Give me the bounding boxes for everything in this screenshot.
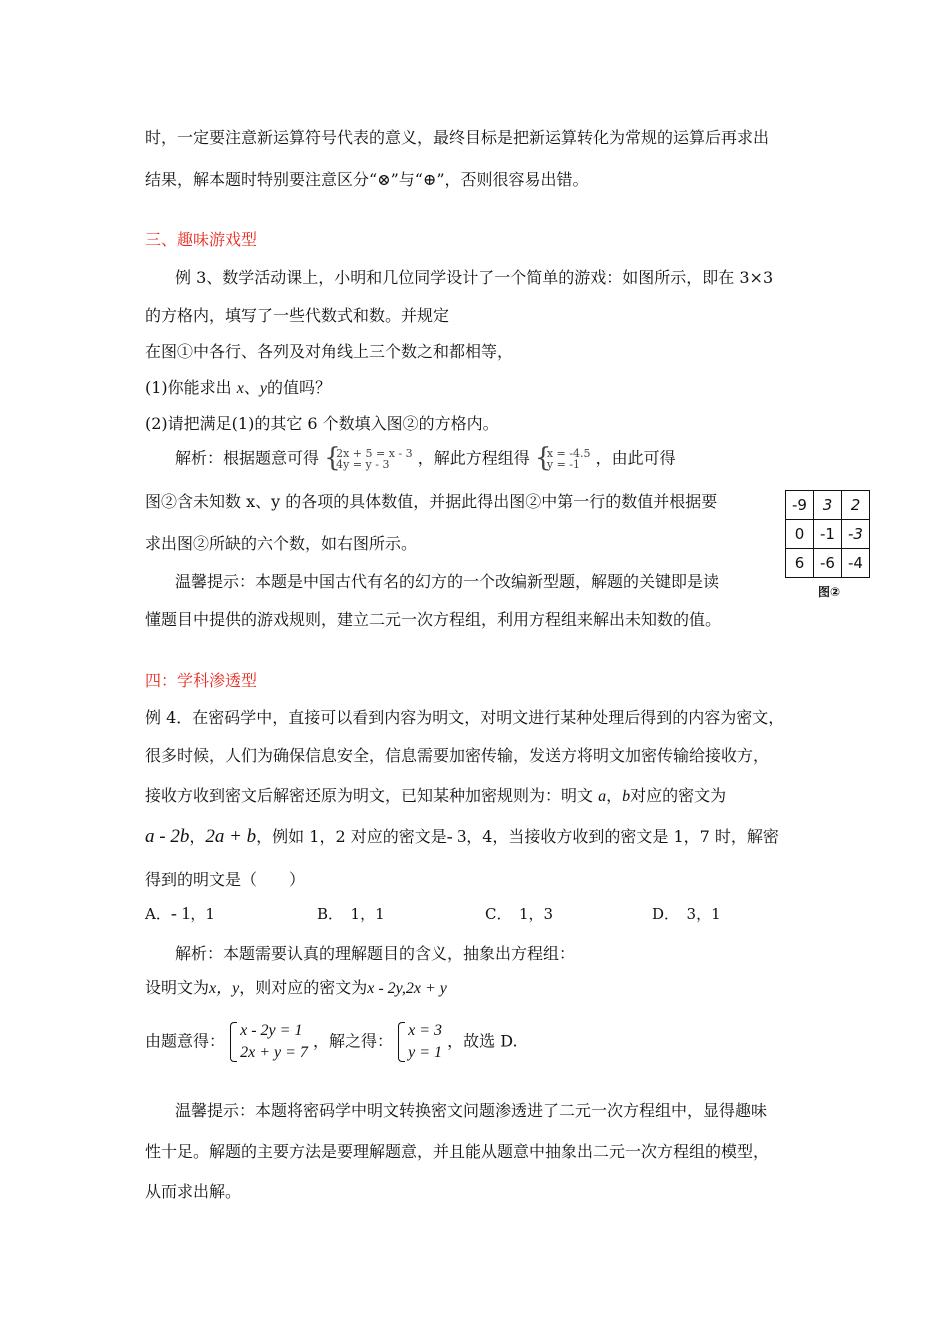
- choice-c: C． 1，3: [485, 905, 554, 923]
- var-x: x: [236, 380, 244, 397]
- text-segment: ，由此可得: [595, 448, 676, 468]
- text-segment: 由题意得：: [145, 1031, 226, 1051]
- analysis-line: 解析：本题需要认真的理解题目的含义，抽象出方程组：: [175, 944, 576, 963]
- equation: y = 1: [408, 1044, 443, 1061]
- text-segment: 解析：根据题意可得: [175, 448, 320, 468]
- text-segment: 的值吗？: [267, 378, 332, 397]
- choice-a: [145, 903, 215, 924]
- analysis-line: [175, 443, 676, 473]
- magic-square: [785, 490, 870, 578]
- magic-cell: 0: [786, 520, 814, 549]
- tip-line: 从而求出解。: [145, 1182, 242, 1201]
- text-segment: ，: [606, 786, 623, 805]
- text-segment: ”与“: [390, 170, 423, 189]
- var-a: a: [598, 788, 607, 805]
- equation: 4y = y - 3: [336, 458, 390, 471]
- magic-row: [786, 520, 870, 549]
- magic-cell: -3: [842, 520, 870, 549]
- example-line: [145, 786, 726, 807]
- math-expression: x，y: [209, 980, 240, 997]
- equation-system-3: [230, 1020, 308, 1064]
- text-segment: ，则对应的密文为: [239, 978, 368, 997]
- var-y: y: [259, 380, 267, 397]
- magic-cell: -6: [814, 549, 842, 578]
- equation: x = 3: [408, 1022, 443, 1039]
- oplus-symbol: ⊕: [422, 172, 437, 189]
- equation: y = -1: [546, 458, 580, 471]
- magic-row: [786, 491, 870, 520]
- analysis-line: [145, 978, 447, 999]
- text-segment: 接收方收到密文后解密还原为明文，已知某种加密规则为：明文: [145, 786, 594, 805]
- analysis-line: [145, 1020, 518, 1064]
- text-segment: ，解此方程组得: [417, 448, 530, 468]
- magic-cell: 2: [842, 491, 870, 520]
- magic-cell: -9: [786, 491, 814, 520]
- brace-glyph: [398, 1022, 405, 1062]
- magic-cell: 3: [814, 491, 842, 520]
- math-expression: 2a + b: [205, 826, 257, 847]
- equation-system-1: [324, 443, 413, 473]
- text-segment: ，例如 1，2 对应的密文是: [256, 827, 447, 846]
- tip-line: 性十足。解题的主要方法是要理解题意，并且能从题意中抽象出二元一次方程组的模型，: [145, 1142, 770, 1161]
- example-line: 例 3、数学活动课上，小明和几位同学设计了一个简单的游戏：如图所示，即在 3×3: [175, 268, 774, 287]
- equation: x = -4.5: [546, 447, 591, 460]
- equation-system-2: [534, 443, 591, 473]
- math-expression: a - 2b: [145, 826, 190, 847]
- text-segment: ，解之得：: [313, 1031, 394, 1051]
- text-segment: 对应的密文为: [630, 786, 727, 805]
- text-segment: ，: [189, 827, 206, 846]
- analysis-line: 求出图②所缺的六个数，如右图所示。: [145, 534, 418, 553]
- text-segment: ，故选 D.: [447, 1031, 518, 1051]
- tip-line: 温馨提示：本题将密码学中明文转换密文问题渗透进了二元一次方程组中，显得趣味: [175, 1101, 768, 1120]
- brace-glyph: {: [534, 443, 552, 473]
- choice-label: A．: [145, 905, 171, 923]
- math-expression: x - 2y,2x + y: [367, 980, 447, 997]
- text-segment: (1)你能求出: [145, 378, 232, 397]
- text-segment: 、: [243, 378, 260, 397]
- brace-glyph: [230, 1022, 237, 1062]
- equation: 2x + 5 = x - 3: [336, 447, 413, 460]
- otimes-symbol: ⊗: [377, 172, 391, 189]
- figure-caption: 图②: [818, 585, 841, 599]
- section-heading: 四：学科渗透型: [145, 671, 258, 690]
- text-segment: ”，否则很容易出错。: [436, 170, 589, 189]
- equation-system-4: [398, 1020, 442, 1064]
- question-1: [145, 378, 331, 399]
- math-expression: - 1: [170, 903, 191, 923]
- text-segment: 设明文为: [145, 978, 210, 997]
- var-b: b: [622, 788, 631, 805]
- equation: x - 2y = 1: [240, 1022, 303, 1039]
- example-line: 在图①中各行、各列及对角线上三个数之和都相等，: [145, 342, 514, 361]
- brace-glyph: {: [324, 443, 341, 473]
- math-expression: - 3: [446, 826, 467, 846]
- choice-b: B． 1，1: [317, 905, 385, 923]
- magic-cell: 6: [786, 549, 814, 578]
- tip-line: 懂题目中提供的游戏规则，建立二元一次方程组，利用方程组来解出未知数的值。: [145, 610, 722, 629]
- question-2: (2)请把满足(1)的其它 6 个数填入图②的方格内。: [145, 414, 499, 433]
- example-line: 得到的明文是（ ）: [145, 870, 306, 889]
- text-segment: ，4，当接收方收到的密文是 1，7 时，解密: [466, 827, 779, 846]
- example-line: 很多时候，人们为确保信息安全，信息需要加密传输，发送方将明文加密传输给接收方，: [145, 746, 770, 765]
- paragraph-line: 时，一定要注意新运算符号代表的意义，最终目标是把新运算转化为常规的运算后再求出: [145, 128, 770, 147]
- example-line: 的方格内，填写了一些代数式和数。并规定: [145, 306, 450, 325]
- magic-cell: -4: [842, 549, 870, 578]
- text-segment: ，1: [190, 905, 215, 923]
- equation: 2x + y = 7: [240, 1044, 308, 1061]
- text-segment: 结果，解本题时特别要注意区分“: [145, 170, 378, 189]
- paragraph-line: [145, 170, 589, 191]
- magic-cell: -1: [814, 520, 842, 549]
- analysis-line: 图②含未知数 x、y 的各项的具体数值，并据此得出图②中第一行的数值并根据要: [145, 492, 718, 511]
- example-line: 例 4．在密码学中，直接可以看到内容为明文，对明文进行某种处理后得到的内容为密文，: [145, 708, 785, 727]
- choice-d: D． 3，1: [652, 905, 721, 923]
- example-line: [145, 826, 779, 847]
- section-heading: 三、趣味游戏型: [145, 230, 258, 249]
- magic-row: [786, 549, 870, 578]
- tip-line: 温馨提示：本题是中国古代有名的幻方的一个改编新型题，解题的关键即是读: [175, 572, 720, 591]
